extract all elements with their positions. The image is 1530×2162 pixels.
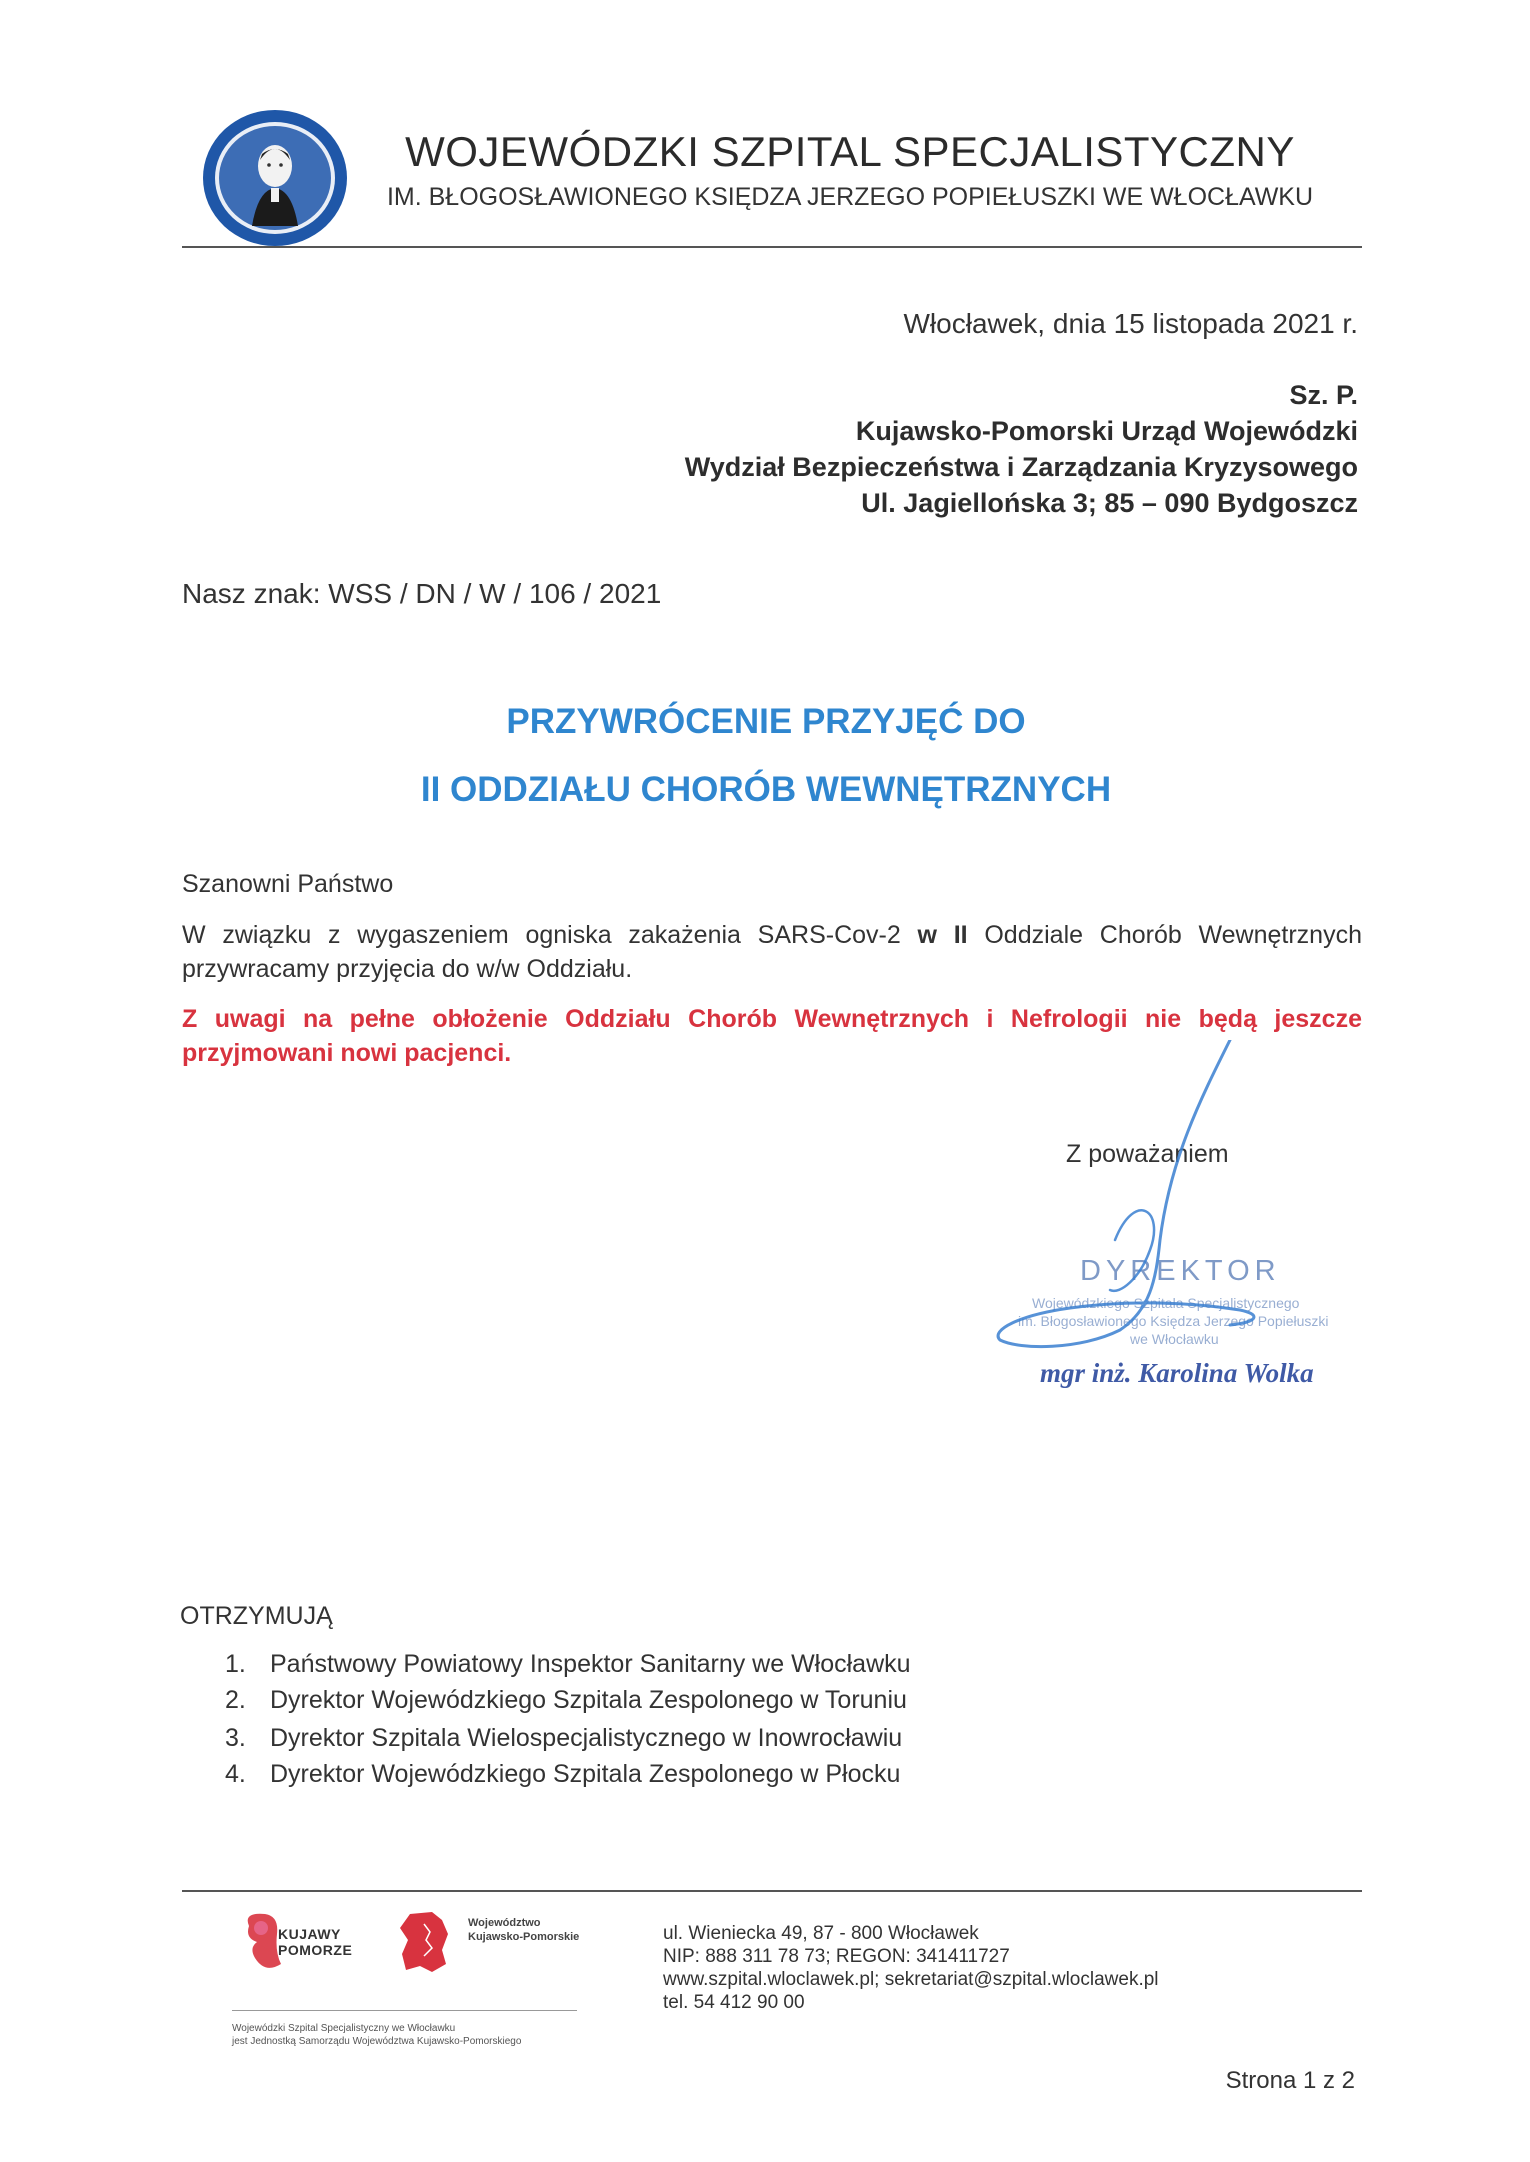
recipients-title: OTRZYMUJĄ bbox=[180, 1602, 333, 1630]
stamp-line: Wojewódzkiego Szpitala Specjalistycznego bbox=[1032, 1295, 1300, 1311]
warning-paragraph: Z uwagi na pełne obłożenie Oddziału Chorób Wewnętrznych i Nefrologii nie będą jeszcze przyjmowani nowi pacjenci. bbox=[182, 1005, 1362, 1067]
stamp-line: we Włocławku bbox=[1130, 1331, 1219, 1347]
closing: Z poważaniem bbox=[1066, 1140, 1229, 1168]
recipient-item bbox=[225, 1760, 900, 1789]
signatory-name: mgr inż. Karolina Wolka bbox=[1040, 1358, 1314, 1388]
salutation: Szanowni Państwo bbox=[182, 870, 394, 898]
recipient-number: 3. bbox=[225, 1724, 246, 1752]
voivodeship-map-icon bbox=[398, 1910, 450, 1974]
hospital-patron: IM. BŁOGOSŁAWIONEGO KSIĘDZA JERZEGO POPIEŁUSZKI WE WŁOCŁAWKU bbox=[386, 183, 1314, 211]
address: ul. Wieniecka 49, 87 - 800 Włocławek bbox=[663, 1923, 979, 1944]
reference-number: Nasz znak: WSS / DN / W / 106 / 2021 bbox=[182, 578, 662, 609]
recipient-item bbox=[225, 1724, 902, 1753]
addressee-line: Sz. P. bbox=[1289, 380, 1358, 410]
recipient-number: 4. bbox=[225, 1760, 246, 1788]
pomorze-line: POMORZE bbox=[278, 1942, 353, 1958]
handwritten-signature bbox=[960, 1040, 1360, 1400]
letter-title-line-2: II ODDZIAŁU CHORÓB WEWNĘTRZNYCH bbox=[420, 770, 1112, 809]
stamp-line: im. Błogosławionego Księdza Jerzego Popiełuszki bbox=[1018, 1313, 1329, 1329]
stamp-title: DYREKTOR bbox=[1080, 1255, 1281, 1287]
voivodeship-line: Województwo bbox=[468, 1917, 541, 1929]
page-number: Strona 1 z 2 bbox=[1225, 2067, 1355, 2094]
letter-title-line-1: PRZYWRÓCENIE PRZYJĘĆ DO bbox=[506, 702, 1026, 741]
recipient-item bbox=[225, 1650, 911, 1679]
body-paragraph bbox=[182, 918, 1362, 986]
hospital-logo-seal bbox=[200, 108, 350, 248]
kujawy-pomorze-text bbox=[278, 1926, 352, 1958]
letter-date: Włocławek, dnia 15 listopada 2021 r. bbox=[903, 308, 1358, 339]
hospital-name: WOJEWÓDZKI SZPITAL SPECJALISTYCZNY bbox=[405, 128, 1295, 175]
addressee-line: Ul. Jagiellońska 3; 85 – 090 Bydgoszcz bbox=[861, 488, 1358, 518]
recipient-number: 1. bbox=[225, 1650, 246, 1678]
kujawy-line: KUJAWY bbox=[278, 1926, 341, 1942]
body-text-bold: w II bbox=[917, 921, 968, 949]
voivodeship-line: Kujawsko-Pomorskie bbox=[468, 1931, 580, 1943]
header-divider bbox=[182, 246, 1362, 248]
director-stamp bbox=[960, 1040, 1360, 1400]
addressee-line: Kujawsko-Pomorski Urząd Wojewódzki bbox=[855, 416, 1358, 446]
footer-small-divider bbox=[232, 2010, 577, 2011]
phone: tel. 54 412 90 00 bbox=[663, 1992, 805, 2013]
addressee-line: Wydział Bezpieczeństwa i Zarządzania Kryzysowego bbox=[684, 452, 1358, 482]
voivodeship-text bbox=[468, 1916, 579, 1944]
footer-divider bbox=[182, 1890, 1362, 1892]
recipient-text: Dyrektor Szpitala Wielospecjalistycznego w Inowrocławiu bbox=[270, 1724, 903, 1752]
recipient-text: Państwowy Powiatowy Inspektor Sanitarny we Włocławku bbox=[270, 1650, 911, 1678]
body-text: Oddziale Chorób Wewnętrznych przywracamy przyjęcia do w/w Oddziału. bbox=[182, 921, 1362, 983]
legal-line: Wojewódzki Szpital Specjalistyczny we Włocławku bbox=[232, 2023, 456, 2034]
web-email: www.szpital.wloclawek.pl; sekretariat@szpital.wloclawek.pl bbox=[663, 1969, 1159, 1990]
body-text: W związku z wygaszeniem ogniska zakażenia SARS-Cov-2 bbox=[182, 921, 918, 949]
recipient-number: 2. bbox=[225, 1686, 246, 1714]
legal-line: jest Jednostką Samorządu Województwa Kujawsko-Pomorskiego bbox=[232, 2036, 522, 2047]
contact-block bbox=[663, 1922, 1159, 2014]
recipient-item bbox=[225, 1686, 907, 1715]
recipient-text: Dyrektor Wojewódzkiego Szpitala Zespolonego w Płocku bbox=[270, 1760, 901, 1788]
recipient-text: Dyrektor Wojewódzkiego Szpitala Zespolonego w Toruniu bbox=[270, 1686, 907, 1714]
tax-ids: NIP: 888 311 78 73; REGON: 341411727 bbox=[663, 1946, 1010, 1967]
footer-legal-note bbox=[232, 2022, 521, 2048]
